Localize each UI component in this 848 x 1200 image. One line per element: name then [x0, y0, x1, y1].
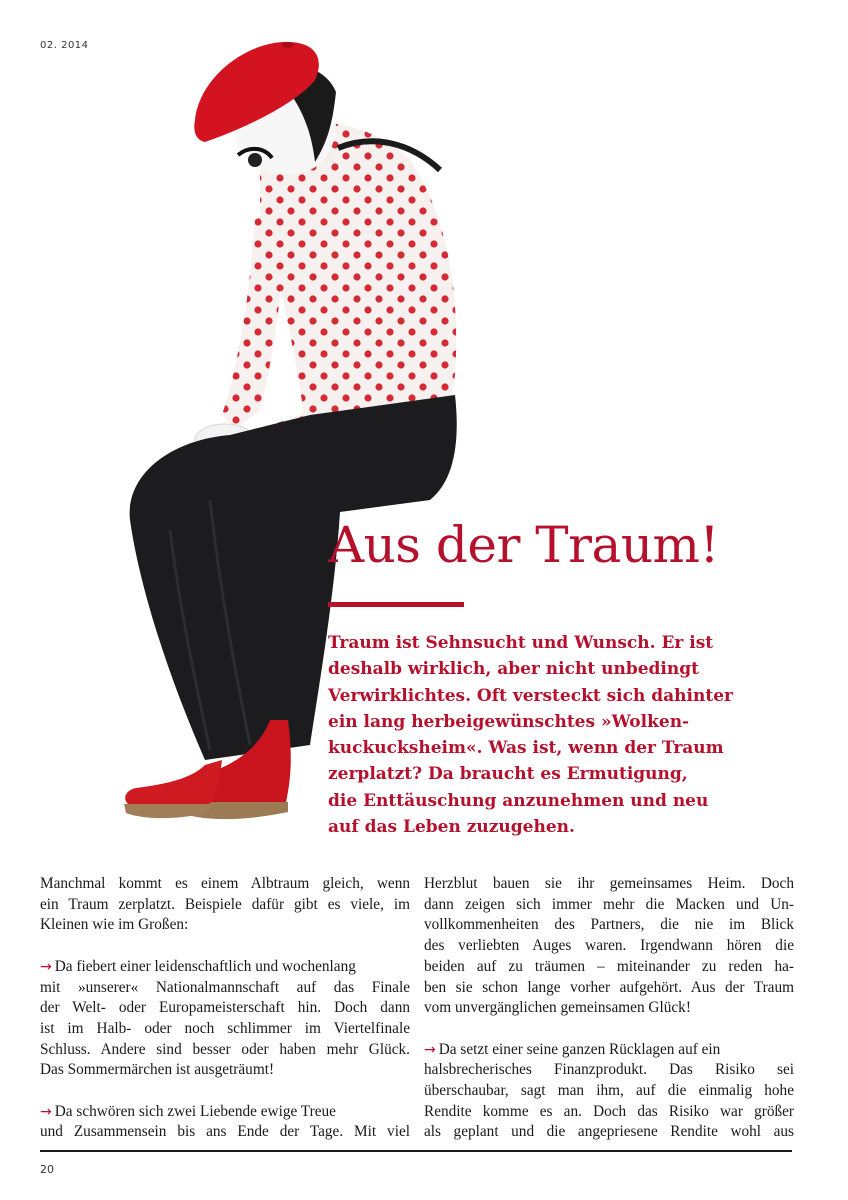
body-line: dann zeigen sich immer mehr die Macken und Un-: [424, 895, 794, 913]
lead-line: ein lang herbeigewünschtes »Wolken-: [328, 711, 690, 732]
lead-line: Traum ist Sehnsucht und Wunsch. Er ist: [328, 633, 714, 653]
paragraph-gap: [40, 936, 410, 957]
body-column-left: [40, 874, 410, 1143]
article-lead: [328, 630, 798, 840]
body-line: und Zusammensein bis ans Ende der Tage. Mit viel: [40, 1123, 410, 1141]
body-line: Herzblut bauen sie ihr gemeinsames Heim. Doch: [424, 875, 794, 892]
body-line: Da fiebert einer leidenschaftlich und wochenlang: [54, 957, 356, 975]
body-line: des verliebten Auges waren. Irgendwann hören die: [424, 937, 794, 955]
article-title: Aus der Traum!: [328, 516, 720, 574]
body-line: ben sie schon lange vorher aufgehört. Aus der Traum: [424, 978, 794, 996]
paragraph-gap: [40, 1081, 410, 1102]
lead-line: Verwirklichtes. Oft versteckt sich dahinter: [328, 685, 733, 706]
body-line: Schluss. Andere sind besser oder haben mehr Glück.: [40, 1040, 410, 1058]
body-line: Manchmal kommt es einem Albtraum gleich, wenn: [40, 875, 410, 892]
body-line: vom unvergänglichen gemeinsamen Glück!: [424, 999, 691, 1017]
body-line: als geplant und die angepriesene Rendite wohl aus: [424, 1123, 794, 1141]
page-number: 20: [40, 1163, 54, 1176]
body-line: überschaubar, sagt man ihm, auf die einmalig hohe: [424, 1082, 794, 1100]
body-line: ist im Halb- oder noch schlimmer im Viertelfinale: [40, 1019, 410, 1037]
body-line: Rendite komme es an. Doch das Risiko war größer: [424, 1102, 794, 1120]
body-line: mit »unserer« Nationalmannschaft auf das Finale: [40, 978, 410, 996]
body-line: Kleinen wie im Großen:: [40, 916, 189, 934]
body-line: ein Traum zerplatzt. Beispiele dafür gibt es viele, im: [40, 895, 410, 913]
lead-line: auf das Leben zuzugehen.: [328, 817, 575, 838]
arrow-right-icon: →: [424, 1041, 436, 1058]
body-line: Da setzt einer seine ganzen Rücklagen auf ein: [438, 1040, 721, 1058]
body-line: Das Sommermärchen ist ausgeträumt!: [40, 1061, 275, 1079]
body-line: halsbrecherisches Finanzprodukt. Das Risiko sei: [424, 1061, 794, 1079]
paragraph-gap: [424, 1019, 794, 1040]
issue-date: 02. 2014: [40, 40, 89, 51]
lead-line: kuckucksheim«. Was ist, wenn der Traum: [328, 738, 724, 759]
arrow-right-icon: →: [40, 958, 52, 975]
arrow-right-icon: →: [40, 1103, 52, 1120]
body-line: vollkommenheiten des Partners, die nie im Blick: [424, 916, 794, 934]
title-rule: [328, 602, 464, 607]
body-line: der Welt- oder Europameisterschaft hin. Doch dann: [40, 999, 410, 1017]
footer-rule: [40, 1150, 792, 1152]
lead-line: die Enttäuschung anzunehmen und neu: [328, 790, 709, 811]
lead-line: zerplatzt? Da braucht es Ermutigung,: [328, 764, 688, 785]
body-line: Da schwören sich zwei Liebende ewige Treue: [54, 1102, 336, 1120]
lead-line: deshalb wirklich, aber nicht unbedingt: [328, 659, 699, 680]
body-column-right: [424, 874, 794, 1143]
body-line: beiden auf zu träumen – miteinander zu reden ha-: [424, 957, 794, 975]
